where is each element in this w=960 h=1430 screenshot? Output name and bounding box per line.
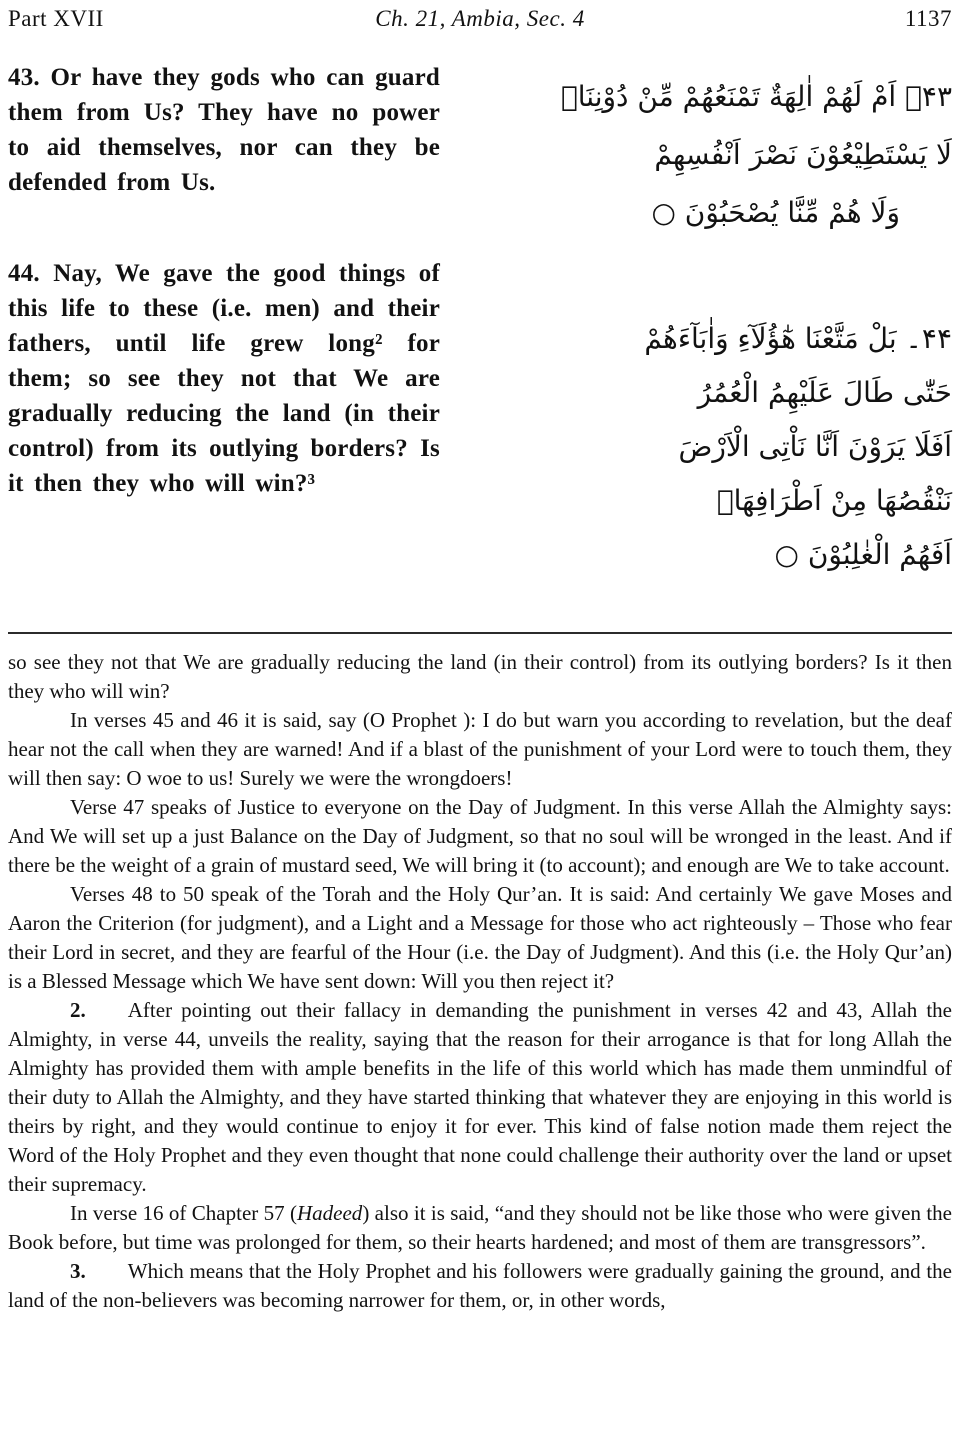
chapter-label: Ch. 21, Ambia, Sec. 4 bbox=[375, 6, 585, 31]
paragraph-text: After pointing out their fallacy in demanding the punishment in verses 42 and 43, Allah the Almighty, in verse 44, unveils the reality, saying that the reason for their arrogance is that for long Allah the Almighty has provided them with ample benefits in the life of this world which has made them unmindful of their duty to Allah the Almighty, and they have started thinking that whatever they are enjoying in this world is theirs by right, and they would continue to enjoy it for ever. This kind of false notion made them reject the Word of the Holy Prophet and they even thought that none could challenge their authority over the land or upset their supremacy. bbox=[8, 998, 952, 1196]
page-number: 1137 bbox=[904, 6, 952, 31]
commentary-paragraph bbox=[8, 706, 952, 793]
paragraph-text: Verses 48 to 50 speak of the Torah and the Holy Qur’an. It is said: And certainly We gave Moses and Aaron the Criterion (for judgment), and a Light and a Message for those who act righteously – Those who fear their Lord in secret, and they are fearful of the Hour (i.e. the Day of Judgment). And this (i.e. the Holy Qur’an) is a Blessed Message which We have sent down: Will you then reject it? bbox=[8, 882, 952, 993]
paragraph-text: In verse 16 of Chapter 57 ( bbox=[70, 1201, 297, 1225]
arabic-line: حَتّٰى طَالَ عَلَيْهِمُ الْعُمُرُ bbox=[697, 376, 952, 409]
arabic-line: وَلَا هُمْ مِّنَّا يُصْحَبُوْنَ ○ bbox=[651, 196, 900, 229]
verse-44-english: 44. Nay, We gave the good things of this life to these (i.e. men) and their fathers, until life grew long² for them; so see they not that We are gradually reducing the land (in their control) from its outlying borders? Is it then they who will win?³ bbox=[8, 260, 440, 497]
paragraph-text: ) also it is said, “and they should not be like those who were given the Book before, but time was prolonged for them, so their hearts hardened; and most of them are transgressors”. bbox=[8, 1201, 952, 1254]
arabic-line: لَا يَسْتَطِيْعُوْنَ نَصْرَ اَنْفُسِهِمْ bbox=[654, 138, 952, 171]
arabic-text-column bbox=[440, 60, 952, 616]
arabic-line: اَفَهُمُ الْغٰلِبُوْنَ ○ bbox=[774, 538, 952, 571]
verses-section bbox=[8, 60, 952, 616]
arabic-line: اَفَلَا يَرَوْنَ اَنَّا نَاْتِى الْاَرْضَ bbox=[678, 430, 952, 463]
commentary-paragraph bbox=[8, 880, 952, 996]
footnote-3 bbox=[8, 1257, 952, 1315]
paragraph-text: so see they not that We are gradually reducing the land (in their control) from its outlying borders? Is it then they who will win? bbox=[8, 650, 952, 703]
paragraph-text: In verses 45 and 46 it is said, say (O Prophet ): I do but warn you according to revelation, but the deaf hear not the call when they are warned! And if a blast of the punishment of your Lord were to touch them, they will then say: O woe to us! Surely we were the wrongdoers! bbox=[8, 708, 952, 790]
commentary-section bbox=[8, 648, 952, 1315]
verse-43-english: 43. Or have they gods who can guard them from Us? They have no power to aid themselves, nor can they be defended from Us. bbox=[8, 64, 440, 196]
part-label: Part XVII bbox=[8, 6, 104, 31]
verse-43-arabic bbox=[440, 68, 952, 242]
paragraph-text: Verse 47 speaks of Justice to everyone on the Day of Judgment. In this verse Allah the Almighty says: And We will set up a just Balance on the Day of Judgment, so that no soul will be wronged in the least. And if there be the weight of a grain of mustard seed, We will bring it (to account); and enough are We to take account. bbox=[8, 795, 952, 877]
arabic-line: نَنْقُصُهَا مِنْ اَطْرَافِهَاۚ bbox=[716, 484, 952, 517]
footnote-number: 3. bbox=[70, 1259, 86, 1283]
page-header bbox=[8, 4, 952, 34]
footnote-divider bbox=[8, 632, 952, 634]
english-translation-column bbox=[8, 60, 440, 616]
chapter-name-italic: Hadeed bbox=[297, 1201, 363, 1225]
arabic-line: ۴۳۔ اَمْ لَهُمْ اٰلِهَةٌ تَمْنَعُهُمْ مِّنْ دُوْنِنَاۘ bbox=[560, 80, 952, 113]
commentary-continuation bbox=[8, 648, 952, 706]
arabic-line: ۴۴۔ بَلْ مَتَّعْنَا هٰٓؤُلَآءِ وَاٰبَآءَهُمْ bbox=[644, 322, 952, 355]
verse-44-arabic bbox=[440, 312, 952, 582]
footnote-number: 2. bbox=[70, 998, 86, 1022]
footnote-2 bbox=[8, 996, 952, 1199]
paragraph-text: Which means that the Holy Prophet and his followers were gradually gaining the ground, and the land of the non-believers was becoming narrower for them, or, in other words, bbox=[8, 1259, 952, 1312]
commentary-paragraph bbox=[8, 1199, 952, 1257]
commentary-paragraph bbox=[8, 793, 952, 880]
